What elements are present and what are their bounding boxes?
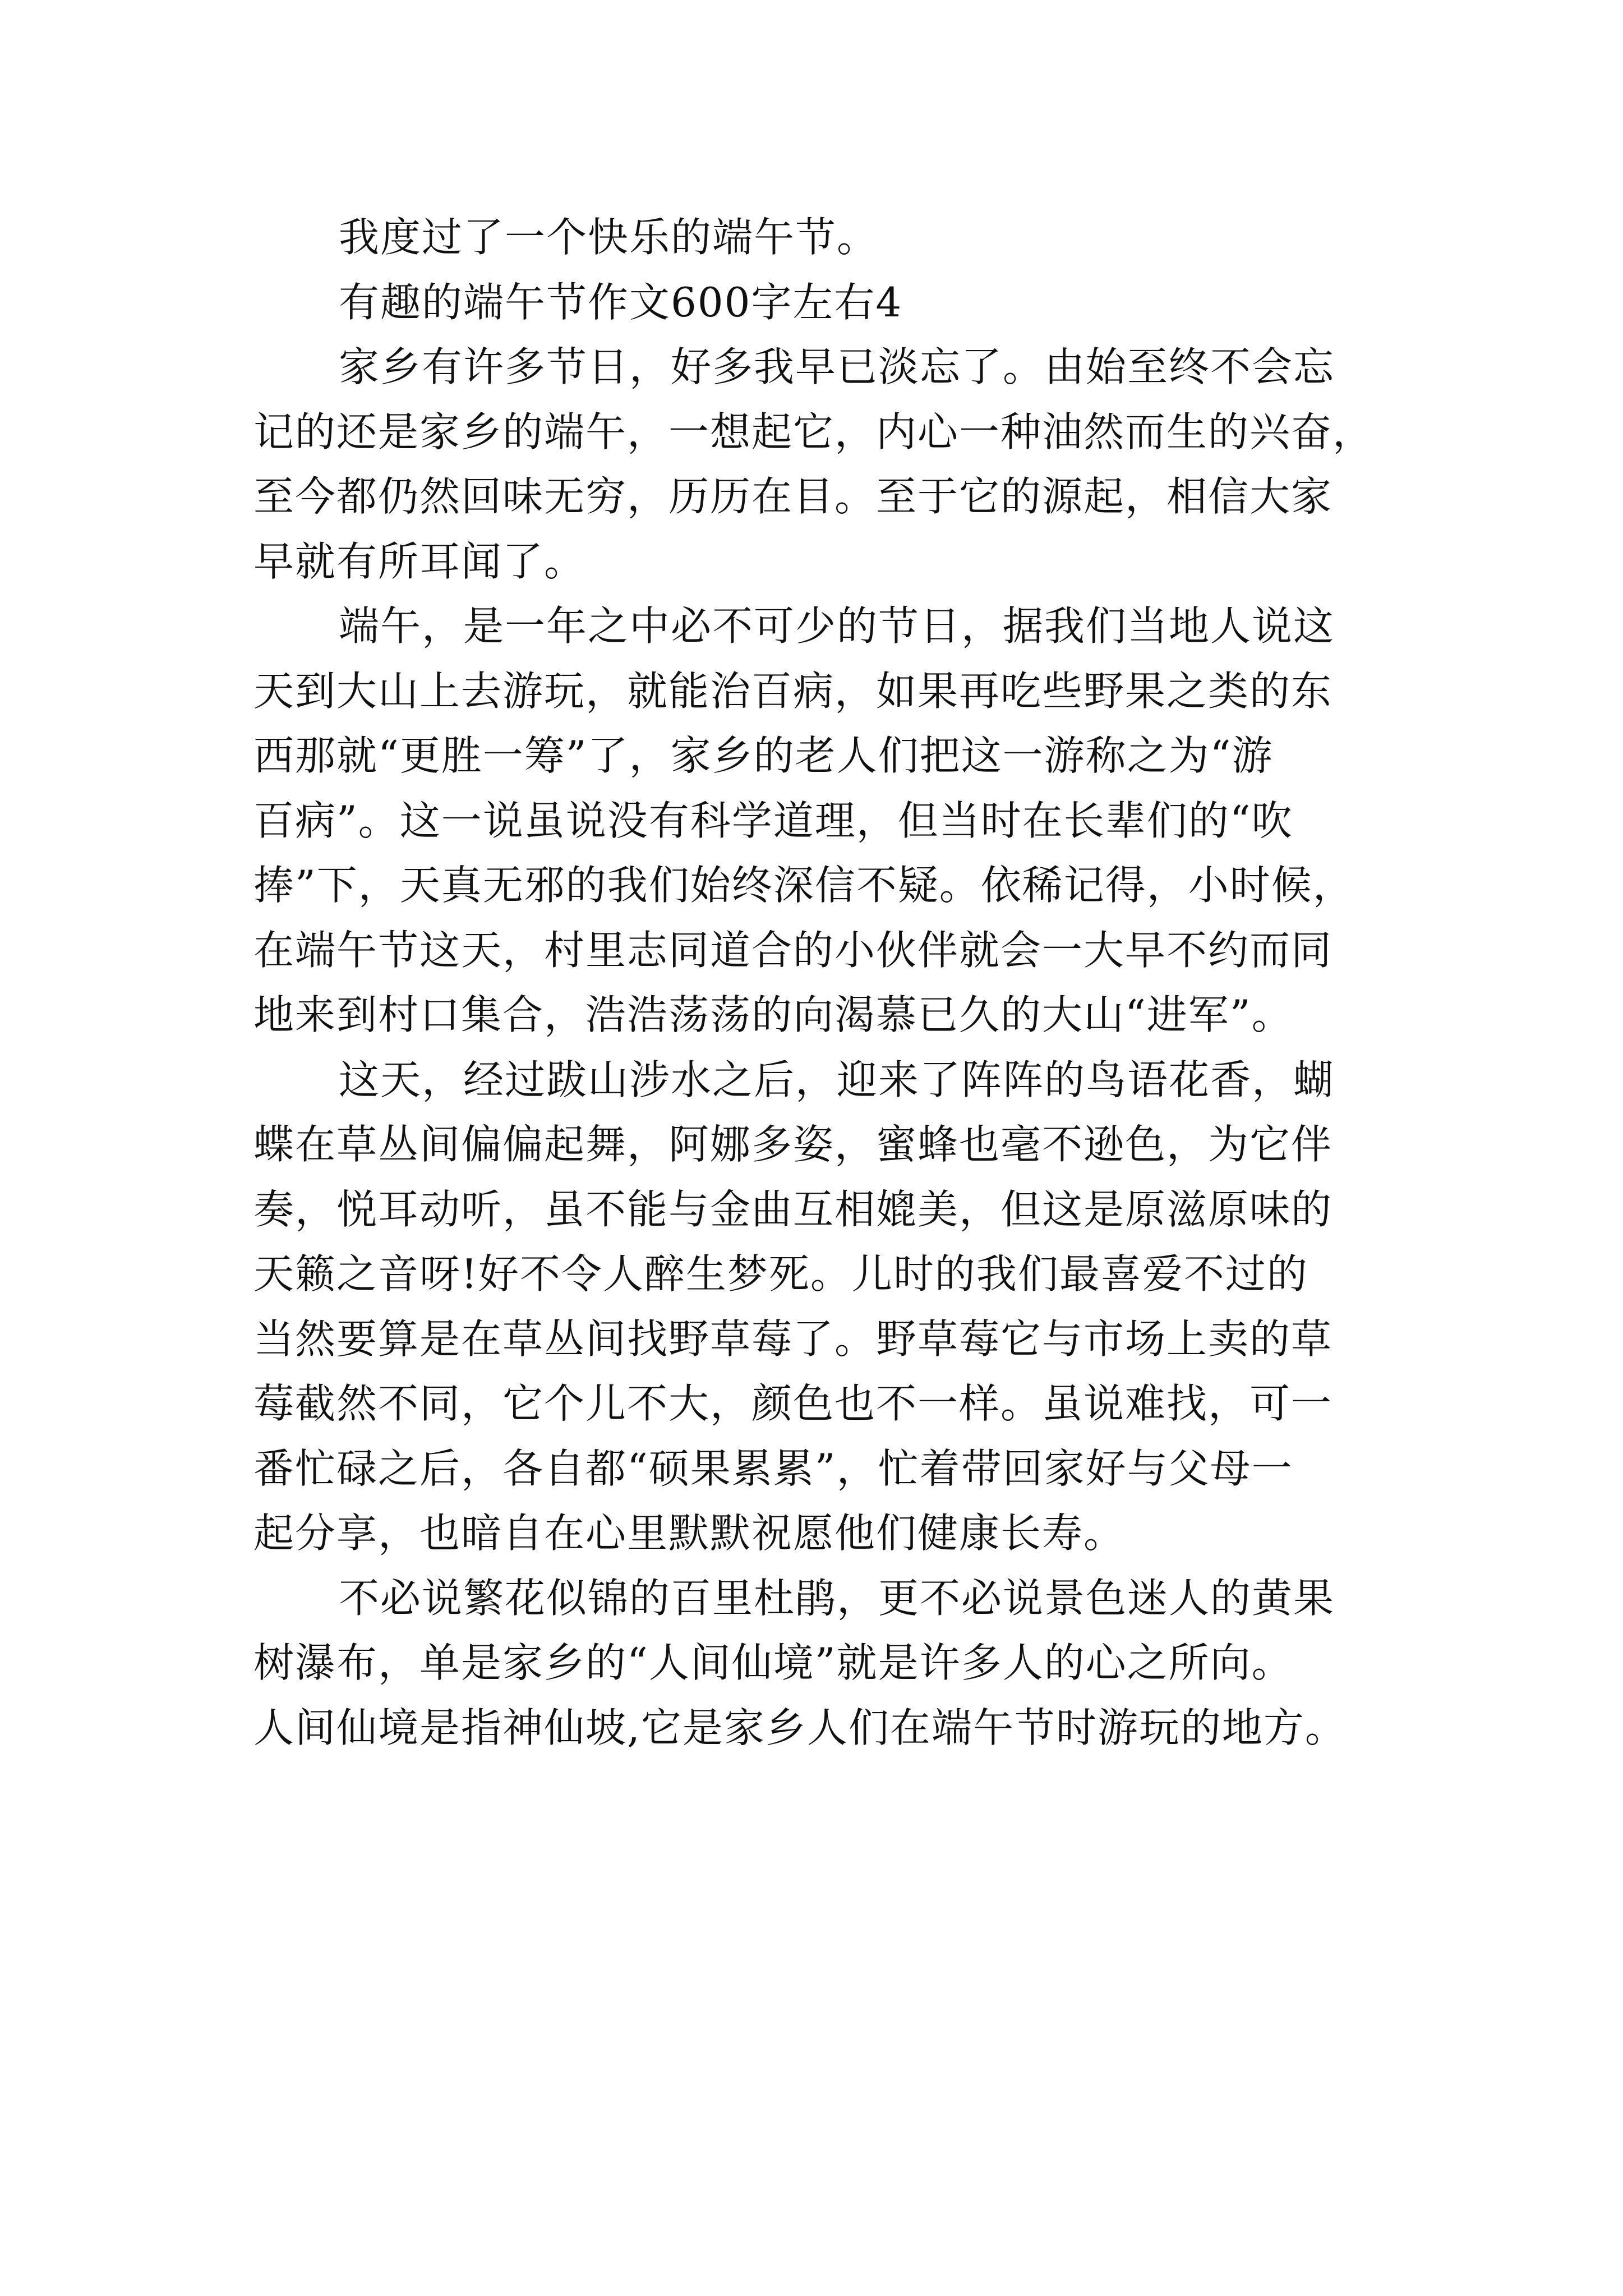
text-line: 蝶在草丛间偏偏起舞，阿娜多姿，蜜蜂也毫不逊色，为它伴: [253, 1121, 1333, 1168]
text-line: 奏，悦耳动听，虽不能与金曲互相媲美，但这是原滋原味的: [253, 1185, 1333, 1233]
text-line: 我度过了一个快乐的端午节。: [339, 214, 879, 261]
text-line: 不必说繁花似锦的百里杜鹃，更不必说景色迷人的黄果: [339, 1574, 1335, 1622]
text-line: 天到大山上去游玩，就能治百病，如果再吃些野果之类的东: [253, 667, 1333, 715]
text-line: 西那就“更胜一筹”了，家乡的老人们把这一游称之为“游: [253, 732, 1274, 779]
document-body: [253, 205, 1395, 1760]
text-line: 起分享，也暗自在心里默默祝愿他们健康长寿。: [253, 1510, 1126, 1557]
text-line: 在端午节这天，村里志同道合的小伙伴就会一大早不约而同: [253, 926, 1333, 974]
text-line: 端午，是一年之中必不可少的节日，据我们当地人说这: [339, 602, 1335, 650]
text-line: 人间仙境是指神仙坡,它是家乡人们在端午节时游玩的地方。: [253, 1704, 1347, 1751]
section-heading: 有趣的端午节作文600字左右4: [339, 278, 903, 326]
text-line: 百病”。这一说虽说没有科学道理，但当时在长辈们的“吹: [253, 797, 1293, 844]
text-line: 早就有所耳闻了。: [253, 537, 586, 585]
text-line: 树瀑布，单是家乡的“人间仙境”就是许多人的心之所向。: [253, 1639, 1293, 1686]
text-line: 地来到村口集合，浩浩荡荡的向渴慕已久的大山“进军”。: [253, 991, 1293, 1038]
text-line: 莓截然不同，它个儿不大，颜色也不一样。虽说难找，可一: [253, 1380, 1333, 1427]
text-line: 记的还是家乡的端午，一想起它，内心一种油然而生的兴奋，: [253, 408, 1375, 455]
text-line: 当然要算是在草丛间找野草莓了。野草莓它与市场上卖的草: [253, 1315, 1333, 1363]
text-line: 家乡有许多节日，好多我早已淡忘了。由始至终不会忘: [339, 343, 1335, 390]
text-line: 番忙碌之后，各自都“硕果累累”，忙着带回家好与父母一: [253, 1444, 1293, 1492]
text-line: 捧”下，天真无邪的我们始终深信不疑。依稀记得，小时候，: [253, 862, 1354, 909]
text-line: 至今都仍然回味无穷，历历在目。至于它的源起，相信大家: [253, 473, 1333, 520]
text-line: 这天，经过跋山涉水之后，迎来了阵阵的鸟语花香，蝴: [339, 1056, 1335, 1103]
text-line: 天籁之音呀!好不令人醉生梦死。儿时的我们最喜爱不过的: [253, 1250, 1308, 1297]
